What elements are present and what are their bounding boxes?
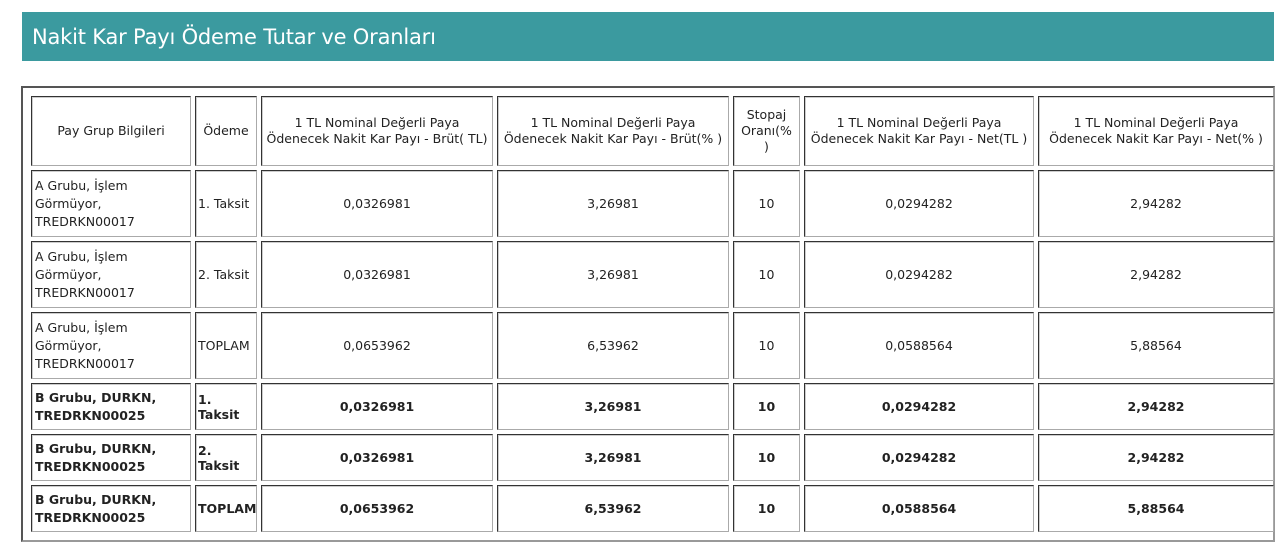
cell-net-tl: 0,0294282	[804, 170, 1034, 237]
cell-brut-pct: 3,26981	[497, 241, 729, 308]
cell-net-pct: 2,94282	[1038, 241, 1274, 308]
cell-brut-pct: 6,53962	[497, 485, 729, 532]
section-header	[22, 12, 1274, 61]
table-row	[31, 312, 1274, 379]
cell-brut-tl: 0,0326981	[261, 170, 493, 237]
table-row	[31, 434, 1274, 481]
cell-group: B Grubu, DURKN, TREDRKN00025	[31, 383, 191, 430]
cell-net-pct: 2,94282	[1038, 383, 1274, 430]
cell-net-pct: 2,94282	[1038, 170, 1274, 237]
cell-net-pct: 5,88564	[1038, 485, 1274, 532]
cell-net-tl: 0,0588564	[804, 312, 1034, 379]
dividend-table	[27, 92, 1278, 536]
cell-stopaj: 10	[733, 312, 800, 379]
cell-stopaj: 10	[733, 434, 800, 481]
cell-stopaj: 10	[733, 383, 800, 430]
cell-net-tl: 0,0294282	[804, 434, 1034, 481]
cell-brut-tl: 0,0326981	[261, 383, 493, 430]
cell-brut-tl: 0,0326981	[261, 434, 493, 481]
cell-net-pct: 2,94282	[1038, 434, 1274, 481]
header-brut-pct: 1 TL Nominal Değerli Paya Ödenecek Nakit Kar Payı - Brüt(% )	[497, 96, 729, 166]
cell-group: B Grubu, DURKN, TREDRKN00025	[31, 485, 191, 532]
cell-odeme: TOPLAM	[195, 485, 257, 532]
cell-brut-pct: 3,26981	[497, 383, 729, 430]
header-net-pct: 1 TL Nominal Değerli Paya Ödenecek Nakit Kar Payı - Net(% )	[1038, 96, 1274, 166]
header-net-tl: 1 TL Nominal Değerli Paya Ödenecek Nakit Kar Payı - Net(TL )	[804, 96, 1034, 166]
cell-group: B Grubu, DURKN, TREDRKN00025	[31, 434, 191, 481]
dividend-table-frame	[21, 86, 1275, 542]
cell-stopaj: 10	[733, 241, 800, 308]
cell-brut-tl: 0,0653962	[261, 312, 493, 379]
header-odeme: Ödeme	[195, 96, 257, 166]
cell-brut-tl: 0,0653962	[261, 485, 493, 532]
header-pay-grup: Pay Grup Bilgileri	[31, 96, 191, 166]
header-stopaj: Stopaj Oranı(% )	[733, 96, 800, 166]
cell-net-pct: 5,88564	[1038, 312, 1274, 379]
cell-brut-pct: 3,26981	[497, 170, 729, 237]
cell-stopaj: 10	[733, 170, 800, 237]
cell-stopaj: 10	[733, 485, 800, 532]
cell-group: A Grubu, İşlem Görmüyor, TREDRKN00017	[31, 312, 191, 379]
table-header-row	[31, 96, 1274, 166]
table-row	[31, 170, 1274, 237]
cell-net-tl: 0,0294282	[804, 383, 1034, 430]
table-row	[31, 241, 1274, 308]
section-title: Nakit Kar Payı Ödeme Tutar ve Oranları	[32, 24, 436, 49]
cell-group: A Grubu, İşlem Görmüyor, TREDRKN00017	[31, 170, 191, 237]
cell-odeme: 1. Taksit	[195, 170, 257, 237]
table-row	[31, 485, 1274, 532]
cell-brut-pct: 3,26981	[497, 434, 729, 481]
cell-brut-pct: 6,53962	[497, 312, 729, 379]
cell-odeme: 1. Taksit	[195, 383, 257, 430]
table-row	[31, 383, 1274, 430]
cell-odeme: TOPLAM	[195, 312, 257, 379]
cell-brut-tl: 0,0326981	[261, 241, 493, 308]
cell-net-tl: 0,0588564	[804, 485, 1034, 532]
cell-odeme: 2. Taksit	[195, 241, 257, 308]
cell-odeme: 2. Taksit	[195, 434, 257, 481]
cell-net-tl: 0,0294282	[804, 241, 1034, 308]
header-brut-tl: 1 TL Nominal Değerli Paya Ödenecek Nakit Kar Payı - Brüt( TL)	[261, 96, 493, 166]
cell-group: A Grubu, İşlem Görmüyor, TREDRKN00017	[31, 241, 191, 308]
